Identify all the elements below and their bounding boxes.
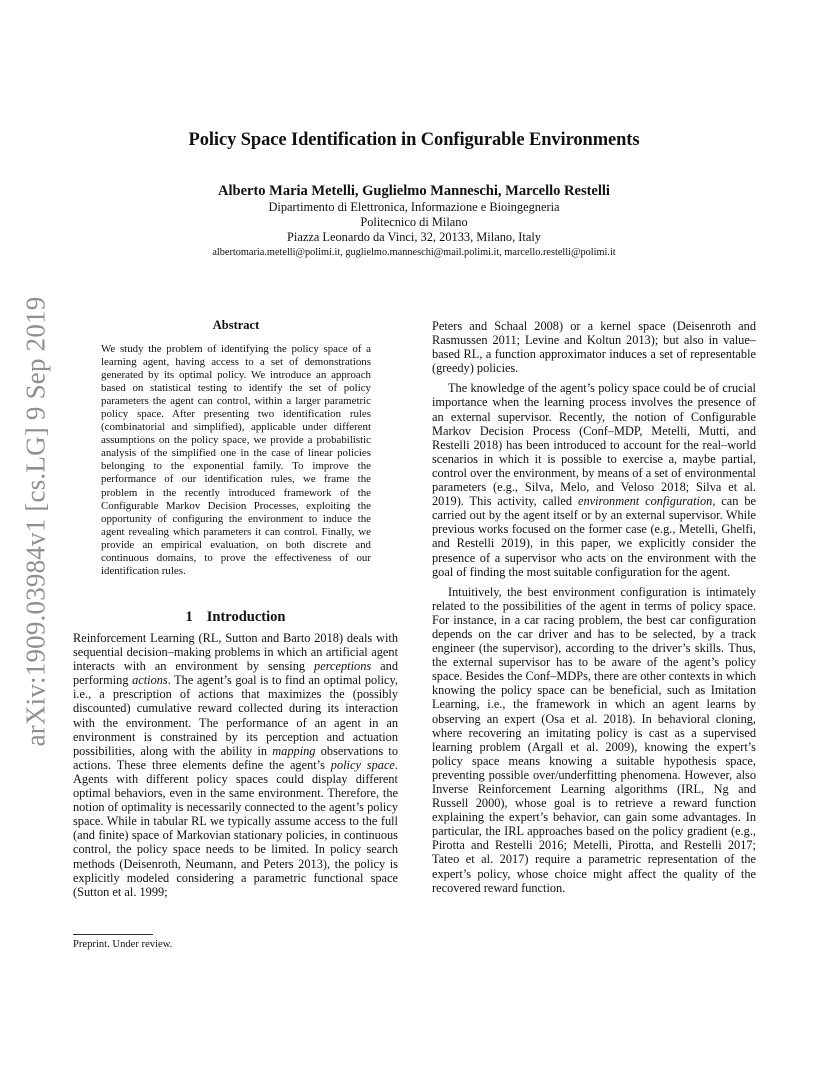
abstract-body: We study the problem of identifying the policy space of a learning agent, having access to a set of demonstrations generated by its optimal policy. We introduce an approach based on statistical testing to identify the set of policy parameters the agent can control, within a larger parametric policy space. After presenting two identification rules (combinatorial and simplified), applicable under different assumptions on the policy space, we provide a probabilistic analysis of the simplified one in the case of linear policies belonging to the exponential family. To improve the performance of our identification rules, we frame the problem in the recently introduced framework of the Configurable Markov Decision Processes, exploiting the opportunity of configuring the environment to induce the agent revealing which parameters it can control. Finally, we provide an empirical evaluation, on both discrete and continuous domains, to prove the effectiveness of our identification rules. [101,343,371,577]
arxiv-stamp [21,294,51,748]
author-names: Alberto Maria Metelli, Guglielmo Manneschi, Marcello Restelli [218,183,610,199]
affiliation-department: Dipartimento di Elettronica, Informazione e Bioingegneria [268,200,560,214]
arxiv-stamp-text: arXiv:1909.03984v1 [cs.LG] 9 Sep 2019 [20,296,51,746]
section-title: Introduction [206,609,286,625]
footnote-divider [73,934,153,935]
intro-paragraph-3: Intuitively, the best environment configuration is intimately related to the possibilities of the agent in terms of policy space. For instance, in a car racing problem, the best car configuration depends on the car driver and has to be selected, by a track engineer (the supervisor), according to the driver’s skills. Thus, the external supervisor has to be aware of the agent’s policy space. Besides the Conf–MDPs, there are other contexts in which knowing the policy space can be beneficial, such as Imitation Learning, i.e., the framework in which an agent learns by observing an expert (Osa et al. 2018). In behavioral cloning, where recovering an imitating policy is cast as a supervised learning problem (Argall et al. 2009), knowing the expert’s policy space means knowing a suitable hypothesis space, preventing possible over/underfitting phenomena. However, also Inverse Reinforcement Learning algorithms (IRL, Ng and Russell 2000), whose goal is to retrieve a reward function explaining the expert’s behavior, can gain some advantages. In particular, the IRL approaches based on the policy gradient (e.g., Pirotta and Restelli 2016; Metelli, Pirotta, and Restelli 2017; Tateo et al. 2017) require a parametric representation of the expert’s policy, whose choice might affect the quality of the recovered reward function. [432,584,756,895]
section-number: 1 [185,609,193,625]
footnote: Preprint. Under review. [73,939,173,950]
abstract-heading: Abstract [212,318,260,332]
abstract-section [101,318,371,578]
author-block [80,182,748,260]
intro-right-column [432,319,756,895]
intro-paragraph-2: The knowledge of the agent’s policy space could be of crucial importance when the learning process involves the presence of an external supervisor. Recently, the notion of Configurable Markov Decision Process (Conf–MDP, Metelli, Mutti, and Restelli 2018) has been introduced to account for the real–world scenarios in which it is possible to exercise a, maybe partial, control over the environment, by means of a set of environmental parameters (e.g., Silva, Melo, and Veloso 2018; Silva et al. 2019). This activity, called environment configuration, can be carried out by the agent itself or by an external supervisor. While previous works focused on the former case (e.g., Metelli, Ghelfi, and Restelli 2019), in this paper, we explicitly consider the presence of a supervisor who acts on the environment with the goal of finding the most suitable configuration for the agent. [432,381,756,579]
affiliation-address: Piazza Leonardo da Vinci, 32, 20133, Milano, Italy [286,230,541,244]
intro-paragraph-1: Reinforcement Learning (RL, Sutton and Barto 2018) deals with sequential decision–making problems in which an artificial agent interacts with an environment by sensing perceptions and performing actions. The agent’s goal is to find an optimal policy, i.e., a prescription of actions that maximizes the (possibly discounted) cumulative reward collected during its interaction with the environment. The performance of an agent in an environment is constrained by its perception and actuation possibilities, along with the ability in mapping observations to actions. These three elements define the agent’s policy space. Agents with different policy spaces could display different optimal behaviors, even in the same environment. Therefore, the notion of optimality is necessarily connected to the agent’s policy space. While in tabular RL we typically assume access to the full (and finite) space of Markovian stationary policies, in continuous control, the policy space needs to be limited. In policy search methods (Deisenroth, Neumann, and Peters 2013), the policy is explicitly modeled considering a parametric functional space (Sutton et al. 1999; [73,631,399,899]
intro-paragraph-continued: Peters and Schaal 2008) or a kernel space (Deisenroth and Rasmussen 2011; Levine and Koltun 2013); but also in value–based RL, a function approximator induces a set of representable (greedy) policies. [432,319,756,376]
intro-left-column [73,631,398,899]
affiliation-institution: Politecnico di Milano [360,215,468,229]
paper-title: Policy Space Identification in Configurable Environments [188,130,640,150]
section-heading-introduction [73,609,398,626]
author-emails: albertomaria.metelli@polimi.it, guglielmo.manneschi@mail.polimi.it, marcello.restelli@polimi.it [212,247,616,258]
